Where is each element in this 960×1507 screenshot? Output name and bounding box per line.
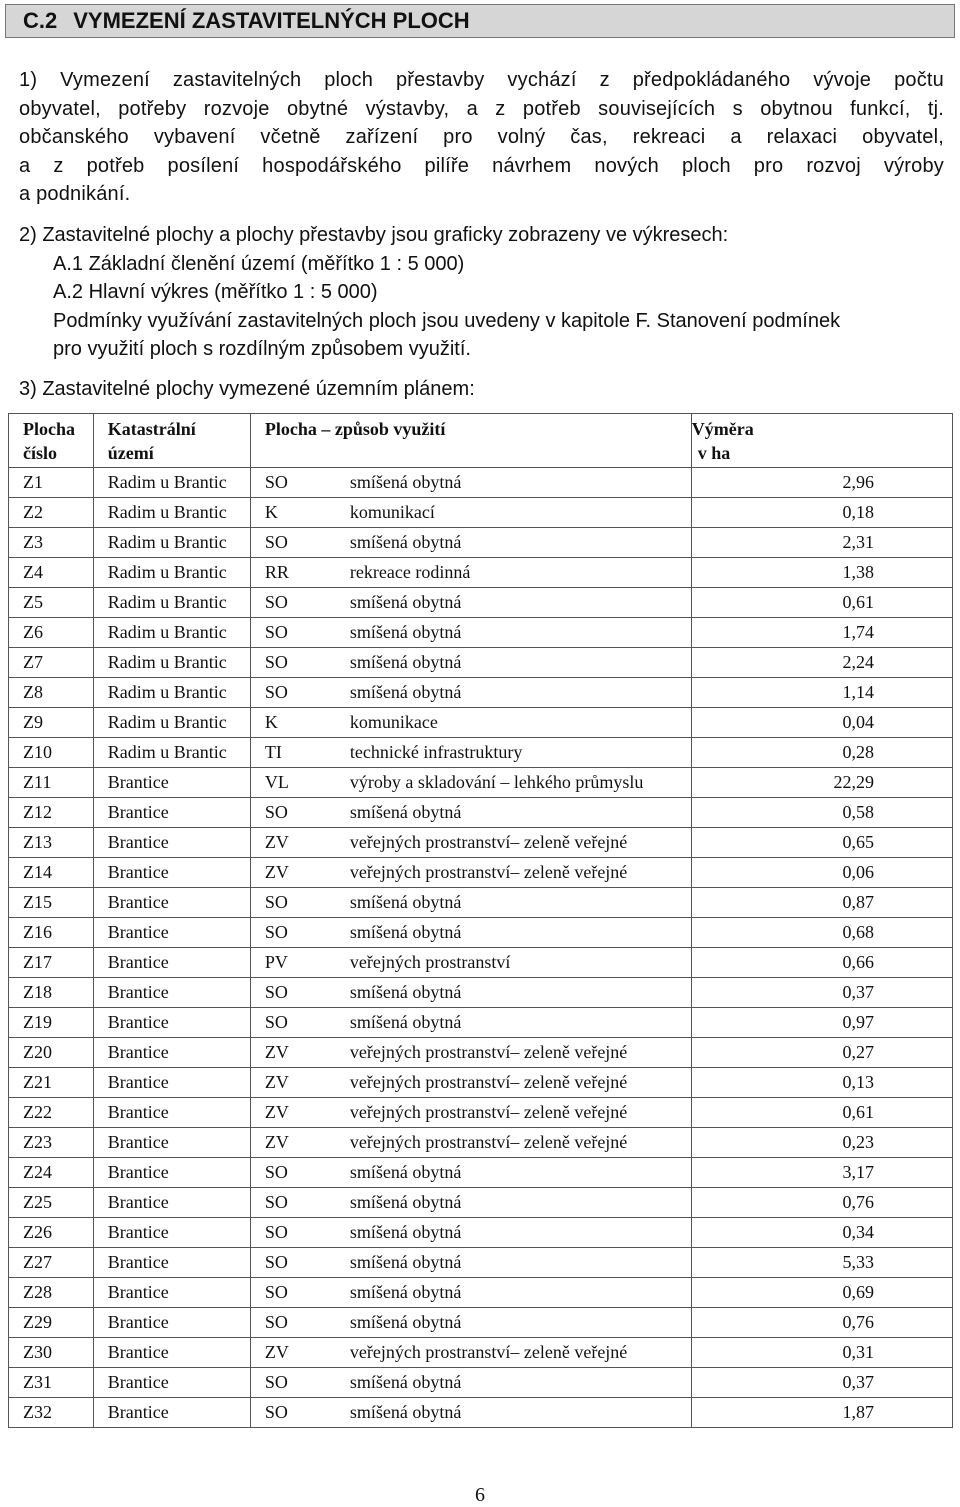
cell-use-name: smíšená obytná: [338, 1248, 691, 1278]
cell-area: 0,65: [691, 828, 952, 858]
section-heading: [5, 4, 955, 38]
paragraph-1-line: občanského vybavení včetně zařízení pro volný čas, rekreaci a relaxaci obyvatel,: [19, 126, 944, 149]
cell-use-name: smíšená obytná: [338, 1218, 691, 1248]
header-vymera-line1: Výměra: [691, 418, 754, 439]
cell-use-name: smíšená obytná: [338, 648, 691, 678]
cell-use-name: výroby a skladování – lehkého průmyslu: [338, 768, 691, 798]
cell-area: 0,69: [691, 1278, 952, 1308]
cell-katastr: Brantice: [93, 1278, 250, 1308]
table-row: [9, 1038, 953, 1068]
cell-use-name: smíšená obytná: [338, 1368, 691, 1398]
table-row: [9, 1218, 953, 1248]
table-row: [9, 1368, 953, 1398]
cell-use-name: smíšená obytná: [338, 1008, 691, 1038]
cell-use-code: SO: [250, 648, 338, 678]
header-plocha-line2: číslo: [23, 442, 57, 463]
cell-use-code: K: [250, 498, 338, 528]
cell-use-code: SO: [250, 918, 338, 948]
cell-use-name: smíšená obytná: [338, 528, 691, 558]
cell-katastr: Radim u Brantic: [93, 558, 250, 588]
cell-use-code: SO: [250, 468, 338, 498]
cell-katastr: Brantice: [93, 1008, 250, 1038]
cell-use-name: komunikací: [338, 498, 691, 528]
cell-katastr: Radim u Brantic: [93, 648, 250, 678]
cell-plocha-id: Z20: [9, 1038, 94, 1068]
cell-use-code: SO: [250, 1278, 338, 1308]
cell-area: 0,13: [691, 1068, 952, 1098]
cell-katastr: Brantice: [93, 1338, 250, 1368]
cell-use-name: smíšená obytná: [338, 1308, 691, 1338]
table-row: [9, 918, 953, 948]
cell-plocha-id: Z17: [9, 948, 94, 978]
cell-area: 0,58: [691, 798, 952, 828]
cell-plocha-id: Z12: [9, 798, 94, 828]
cell-katastr: Brantice: [93, 888, 250, 918]
paragraph-1-line: a podnikání.: [19, 183, 131, 206]
cell-plocha-id: Z5: [9, 588, 94, 618]
cell-use-code: RR: [250, 558, 338, 588]
cell-katastr: Brantice: [93, 798, 250, 828]
cell-katastr: Radim u Brantic: [93, 678, 250, 708]
table-row: [9, 648, 953, 678]
cell-area: 0,23: [691, 1128, 952, 1158]
cell-area: 5,33: [691, 1248, 952, 1278]
cell-plocha-id: Z32: [9, 1398, 94, 1428]
cell-plocha-id: Z3: [9, 528, 94, 558]
table-row: [9, 1068, 953, 1098]
cell-katastr: Brantice: [93, 918, 250, 948]
cell-use-name: technické infrastruktury: [338, 738, 691, 768]
cell-plocha-id: Z8: [9, 678, 94, 708]
header-katastr: [93, 414, 250, 468]
cell-katastr: Brantice: [93, 1368, 250, 1398]
cell-use-name: smíšená obytná: [338, 888, 691, 918]
cell-plocha-id: Z27: [9, 1248, 94, 1278]
table-row: [9, 588, 953, 618]
table-row: [9, 1308, 953, 1338]
table-row: [9, 1008, 953, 1038]
cell-katastr: Brantice: [93, 978, 250, 1008]
cell-plocha-id: Z7: [9, 648, 94, 678]
paragraph-3: 3) Zastavitelné plochy vymezené územním plánem:: [19, 378, 475, 400]
cell-area: 2,24: [691, 648, 952, 678]
cell-use-name: smíšená obytná: [338, 918, 691, 948]
cell-katastr: Radim u Brantic: [93, 738, 250, 768]
page-number: 6: [475, 1484, 485, 1506]
cell-area: 1,38: [691, 558, 952, 588]
cell-area: 0,37: [691, 1368, 952, 1398]
cell-area: 2,96: [691, 468, 952, 498]
cell-area: 0,34: [691, 1218, 952, 1248]
cell-use-code: SO: [250, 618, 338, 648]
cell-use-code: SO: [250, 1368, 338, 1398]
cell-area: 0,97: [691, 1008, 952, 1038]
cell-use-name: smíšená obytná: [338, 978, 691, 1008]
cell-use-name: smíšená obytná: [338, 618, 691, 648]
cell-use-name: smíšená obytná: [338, 1398, 691, 1428]
cell-katastr: Brantice: [93, 858, 250, 888]
table-row: [9, 528, 953, 558]
table-row: [9, 858, 953, 888]
cell-use-code: ZV: [250, 1128, 338, 1158]
header-vymera-line2: v ha: [697, 442, 731, 463]
cell-area: 3,17: [691, 1158, 952, 1188]
cell-area: 0,37: [691, 978, 952, 1008]
cell-katastr: Radim u Brantic: [93, 618, 250, 648]
section-title: VYMEZENÍ ZASTAVITELNÝCH PLOCH: [73, 8, 470, 33]
cell-plocha-id: Z4: [9, 558, 94, 588]
cell-plocha-id: Z25: [9, 1188, 94, 1218]
cell-use-name: veřejných prostranství: [338, 948, 691, 978]
cell-area: 0,27: [691, 1038, 952, 1068]
cell-use-code: K: [250, 708, 338, 738]
cell-use-name: smíšená obytná: [338, 678, 691, 708]
cell-use-name: veřejných prostranství– zeleně veřejné: [338, 1098, 691, 1128]
cell-katastr: Radim u Brantic: [93, 468, 250, 498]
cell-area: 0,31: [691, 1338, 952, 1368]
cell-use-code: ZV: [250, 1068, 338, 1098]
cell-use-code: SO: [250, 1308, 338, 1338]
table-row: [9, 1398, 953, 1428]
cell-area: 1,87: [691, 1398, 952, 1428]
cell-plocha-id: Z31: [9, 1368, 94, 1398]
table-row: [9, 678, 953, 708]
cell-plocha-id: Z14: [9, 858, 94, 888]
cell-use-name: veřejných prostranství– zeleně veřejné: [338, 858, 691, 888]
table-row: [9, 1098, 953, 1128]
cell-use-code: SO: [250, 1398, 338, 1428]
cell-plocha-id: Z15: [9, 888, 94, 918]
header-plocha-line1: Plocha: [23, 418, 75, 439]
table-row: [9, 468, 953, 498]
cell-plocha-id: Z23: [9, 1128, 94, 1158]
drawing-a2: A.2 Hlavní výkres (měřítko 1 : 5 000): [53, 281, 378, 304]
conditions-note-line: pro využití ploch s rozdílným způsobem využití.: [53, 338, 471, 361]
cell-use-name: veřejných prostranství– zeleně veřejné: [338, 1068, 691, 1098]
cell-katastr: Brantice: [93, 1188, 250, 1218]
cell-katastr: Radim u Brantic: [93, 588, 250, 618]
cell-plocha-id: Z30: [9, 1338, 94, 1368]
cell-use-name: veřejných prostranství– zeleně veřejné: [338, 1338, 691, 1368]
table-row: [9, 1128, 953, 1158]
cell-use-code: SO: [250, 1248, 338, 1278]
cell-use-name: komunikace: [338, 708, 691, 738]
cell-katastr: Brantice: [93, 1248, 250, 1278]
cell-plocha-id: Z16: [9, 918, 94, 948]
cell-plocha-id: Z2: [9, 498, 94, 528]
cell-area: 0,68: [691, 918, 952, 948]
cell-use-code: SO: [250, 678, 338, 708]
header-katastr-line1: Katastrální: [107, 418, 196, 439]
cell-use-name: smíšená obytná: [338, 1278, 691, 1308]
cell-plocha-id: Z28: [9, 1278, 94, 1308]
cell-area: 2,31: [691, 528, 952, 558]
cell-use-code: PV: [250, 948, 338, 978]
table-row: [9, 1158, 953, 1188]
header-plocha: [9, 414, 94, 468]
section-number: C.2: [23, 8, 58, 33]
cell-use-name: smíšená obytná: [338, 588, 691, 618]
cell-plocha-id: Z29: [9, 1308, 94, 1338]
cell-use-code: ZV: [250, 1098, 338, 1128]
header-zpusob: Plocha – způsob využití: [250, 414, 691, 468]
cell-katastr: Brantice: [93, 1398, 250, 1428]
table-row: [9, 1188, 953, 1218]
cell-use-code: SO: [250, 1218, 338, 1248]
cell-use-code: SO: [250, 588, 338, 618]
cell-use-code: VL: [250, 768, 338, 798]
cell-use-code: SO: [250, 888, 338, 918]
table-row: [9, 1338, 953, 1368]
cell-area: 0,04: [691, 708, 952, 738]
cell-plocha-id: Z26: [9, 1218, 94, 1248]
table-row: [9, 708, 953, 738]
cell-katastr: Radim u Brantic: [93, 708, 250, 738]
cell-katastr: Brantice: [93, 948, 250, 978]
cell-katastr: Brantice: [93, 1098, 250, 1128]
cell-use-name: smíšená obytná: [338, 1158, 691, 1188]
cell-area: 0,76: [691, 1188, 952, 1218]
cell-use-code: TI: [250, 738, 338, 768]
cell-plocha-id: Z9: [9, 708, 94, 738]
cell-katastr: Brantice: [93, 768, 250, 798]
cell-use-code: ZV: [250, 858, 338, 888]
cell-katastr: Brantice: [93, 1308, 250, 1338]
table-row: [9, 498, 953, 528]
cell-area: 0,18: [691, 498, 952, 528]
cell-area: 0,61: [691, 1098, 952, 1128]
cell-area: 0,06: [691, 858, 952, 888]
cell-area: 0,61: [691, 588, 952, 618]
cell-use-name: veřejných prostranství– zeleně veřejné: [338, 1128, 691, 1158]
cell-area: 0,66: [691, 948, 952, 978]
paragraph-1-line: 1) Vymezení zastavitelných ploch přestavby vychází z předpokládaného vývoje počtu: [19, 69, 944, 91]
cell-plocha-id: Z18: [9, 978, 94, 1008]
table-row: [9, 1248, 953, 1278]
table-row: [9, 768, 953, 798]
conditions-note-line: Podmínky využívání zastavitelných ploch jsou uvedeny v kapitole F. Stanovení podmínek: [53, 309, 841, 332]
cell-katastr: Brantice: [93, 1158, 250, 1188]
cell-use-name: rekreace rodinná: [338, 558, 691, 588]
cell-use-code: ZV: [250, 1338, 338, 1368]
cell-katastr: Brantice: [93, 1218, 250, 1248]
cell-katastr: Radim u Brantic: [93, 528, 250, 558]
cell-area: 0,28: [691, 738, 952, 768]
cell-area: 1,14: [691, 678, 952, 708]
cell-plocha-id: Z6: [9, 618, 94, 648]
paragraph-2: [19, 221, 944, 364]
cell-plocha-id: Z10: [9, 738, 94, 768]
cell-use-name: veřejných prostranství– zeleně veřejné: [338, 1038, 691, 1068]
cell-use-code: ZV: [250, 828, 338, 858]
paragraph-2-intro: 2) Zastavitelné plochy a plochy přestavby jsou graficky zobrazeny ve výkresech:: [19, 224, 729, 246]
table-row: [9, 948, 953, 978]
table-row: [9, 888, 953, 918]
cell-area: 1,74: [691, 618, 952, 648]
cell-use-name: veřejných prostranství– zeleně veřejné: [338, 828, 691, 858]
table-row: [9, 1278, 953, 1308]
cell-use-code: SO: [250, 798, 338, 828]
cell-area: 0,76: [691, 1308, 952, 1338]
cell-plocha-id: Z22: [9, 1098, 94, 1128]
cell-use-code: SO: [250, 528, 338, 558]
cell-plocha-id: Z13: [9, 828, 94, 858]
table-row: [9, 618, 953, 648]
cell-katastr: Brantice: [93, 1038, 250, 1068]
table-row: [9, 798, 953, 828]
cell-use-code: SO: [250, 978, 338, 1008]
table-row: [9, 978, 953, 1008]
table-row: [9, 738, 953, 768]
paragraph-1-line: obyvatel, potřeby rozvoje obytné výstavby, a z potřeb souvisejících s obytnou funkcí, tj.: [19, 97, 944, 120]
table-row: [9, 828, 953, 858]
buildable-areas-table: [8, 413, 953, 1428]
cell-use-name: smíšená obytná: [338, 1188, 691, 1218]
cell-use-code: SO: [250, 1008, 338, 1038]
cell-katastr: Radim u Brantic: [93, 498, 250, 528]
header-katastr-line2: území: [107, 442, 154, 463]
table-header-row: [9, 414, 953, 468]
cell-area: 0,87: [691, 888, 952, 918]
cell-katastr: Brantice: [93, 1068, 250, 1098]
cell-plocha-id: Z21: [9, 1068, 94, 1098]
cell-katastr: Brantice: [93, 828, 250, 858]
cell-use-code: ZV: [250, 1038, 338, 1068]
cell-plocha-id: Z24: [9, 1158, 94, 1188]
cell-use-code: SO: [250, 1158, 338, 1188]
cell-plocha-id: Z1: [9, 468, 94, 498]
cell-use-name: smíšená obytná: [338, 798, 691, 828]
table-row: [9, 558, 953, 588]
header-vymera: [691, 414, 952, 468]
cell-area: 22,29: [691, 768, 952, 798]
drawing-a1: A.1 Základní členění území (měřítko 1 : 5 000): [53, 252, 465, 275]
cell-use-name: smíšená obytná: [349, 472, 462, 492]
cell-katastr: Brantice: [93, 1128, 250, 1158]
cell-plocha-id: Z19: [9, 1008, 94, 1038]
cell-use-code: SO: [250, 1188, 338, 1218]
cell-plocha-id: Z11: [9, 768, 94, 798]
paragraph-1-line: a z potřeb posílení hospodářského pilíře návrhem nových ploch pro rozvoj výroby: [19, 154, 944, 177]
paragraph-1: [19, 66, 944, 209]
